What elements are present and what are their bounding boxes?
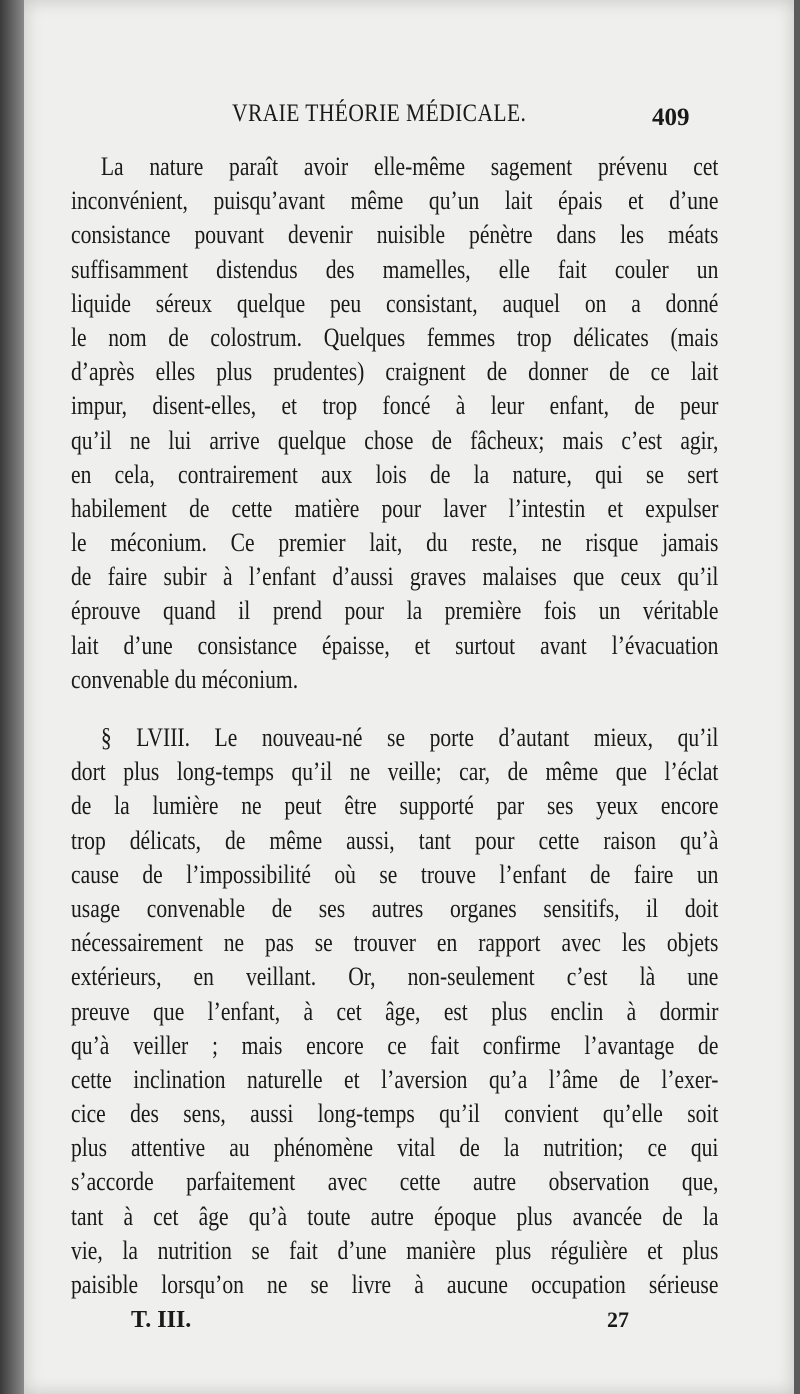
text-line: trop délicats, de même aussi, tant pour cette raison qu’à bbox=[71, 825, 719, 855]
text-line: en cela, contrairement aux lois de la nature, qui se sert bbox=[71, 459, 719, 489]
text-line: inconvénient, puisqu’avant même qu’un lait épais et d’une bbox=[71, 186, 719, 216]
page-footer bbox=[24, 1307, 794, 1341]
text-line: convenable du méconium. bbox=[71, 664, 299, 694]
text-line: impur, disent-elles, et trop foncé à leur enfant, de peur bbox=[71, 391, 719, 421]
text-line: cette inclination naturelle et l’aversion qu’a l’âme de l’exer- bbox=[71, 1064, 719, 1094]
running-head bbox=[24, 100, 794, 136]
text-line: La nature paraît avoir elle-même sagement prévenu cet bbox=[100, 152, 719, 181]
text-line: liquide séreux quelque peu consistant, auquel on a donné bbox=[71, 288, 719, 318]
text-line: extérieurs, en veillant. Or, non-seulement c’est là une bbox=[71, 962, 719, 992]
paragraph-gap bbox=[71, 697, 719, 721]
text-line: plus attentive au phénomène vital de la nutrition; ce qui bbox=[71, 1133, 719, 1163]
text-line: dort plus long-temps qu’il ne veille; car, de même que l’éclat bbox=[71, 757, 719, 787]
text-line: de la lumière ne peut être supporté par ses yeux encore bbox=[71, 791, 719, 821]
text-line: vie, la nutrition se fait d’une manière plus régulière et plus bbox=[71, 1235, 719, 1265]
text-line: paisible lorsqu’on ne se livre à aucune occupation sérieuse bbox=[71, 1270, 719, 1299]
text-line: nécessairement ne pas se trouver en rapport avec les objets bbox=[71, 928, 719, 958]
text-line: habilement de cette matière pour laver l’intestin et expulser bbox=[71, 493, 719, 523]
text-line: s’accorde parfaitement avec cette autre observation que, bbox=[71, 1167, 719, 1197]
text-line: le méconium. Ce premier lait, du reste, ne risque jamais bbox=[71, 528, 719, 558]
text-line: le nom de colostrum. Quelques femmes trop délicates (mais bbox=[71, 322, 719, 352]
text-line: suffisamment distendus des mamelles, elle fait couler un bbox=[71, 254, 719, 284]
text-line: usage convenable de ses autres organes sensitifs, il doit bbox=[71, 893, 719, 923]
text-line: qu’à veiller ; mais encore ce fait confirme l’avantage de bbox=[71, 1030, 719, 1060]
text-line: consistance pouvant devenir nuisible pénètre dans les méats bbox=[71, 220, 719, 250]
paragraph-colostrum bbox=[71, 150, 719, 697]
text-line: lait d’une consistance épaisse, et surtout avant l’évacuation bbox=[71, 630, 719, 660]
book-edge bbox=[0, 0, 24, 1394]
running-title: VRAIE THÉORIE MÉDICALE. bbox=[232, 100, 527, 127]
text-line: preuve que l’enfant, à cet âge, est plus enclin à dormir bbox=[71, 996, 719, 1026]
signature-number: 27 bbox=[607, 1307, 629, 1332]
body-text bbox=[71, 150, 719, 1302]
volume-signature: T. III. bbox=[131, 1307, 192, 1333]
book-page bbox=[24, 0, 794, 1394]
text-line: tant à cet âge qu’à toute autre époque plus avancée de la bbox=[71, 1201, 719, 1231]
text-line: cice des sens, aussi long-temps qu’il convient qu’elle soit bbox=[71, 1099, 719, 1129]
text-line: qu’il ne lui arrive quelque chose de fâcheux; mais c’est agir, bbox=[71, 425, 719, 455]
text-line: cause de l’impossibilité où se trouve l’enfant de faire un bbox=[71, 859, 719, 889]
text-line: éprouve quand il prend pour la première fois un véritable bbox=[71, 596, 719, 626]
text-line: § LVIII. Le nouveau-né se porte d’autant mieux, qu’il bbox=[100, 723, 719, 752]
paragraph-section-lviii bbox=[71, 721, 719, 1302]
page-number: 409 bbox=[652, 104, 690, 131]
text-line: de faire subir à l’enfant d’aussi graves malaises que ceux qu’il bbox=[71, 562, 719, 592]
text-line: d’après elles plus prudentes) craignent de donner de ce lait bbox=[71, 357, 719, 387]
